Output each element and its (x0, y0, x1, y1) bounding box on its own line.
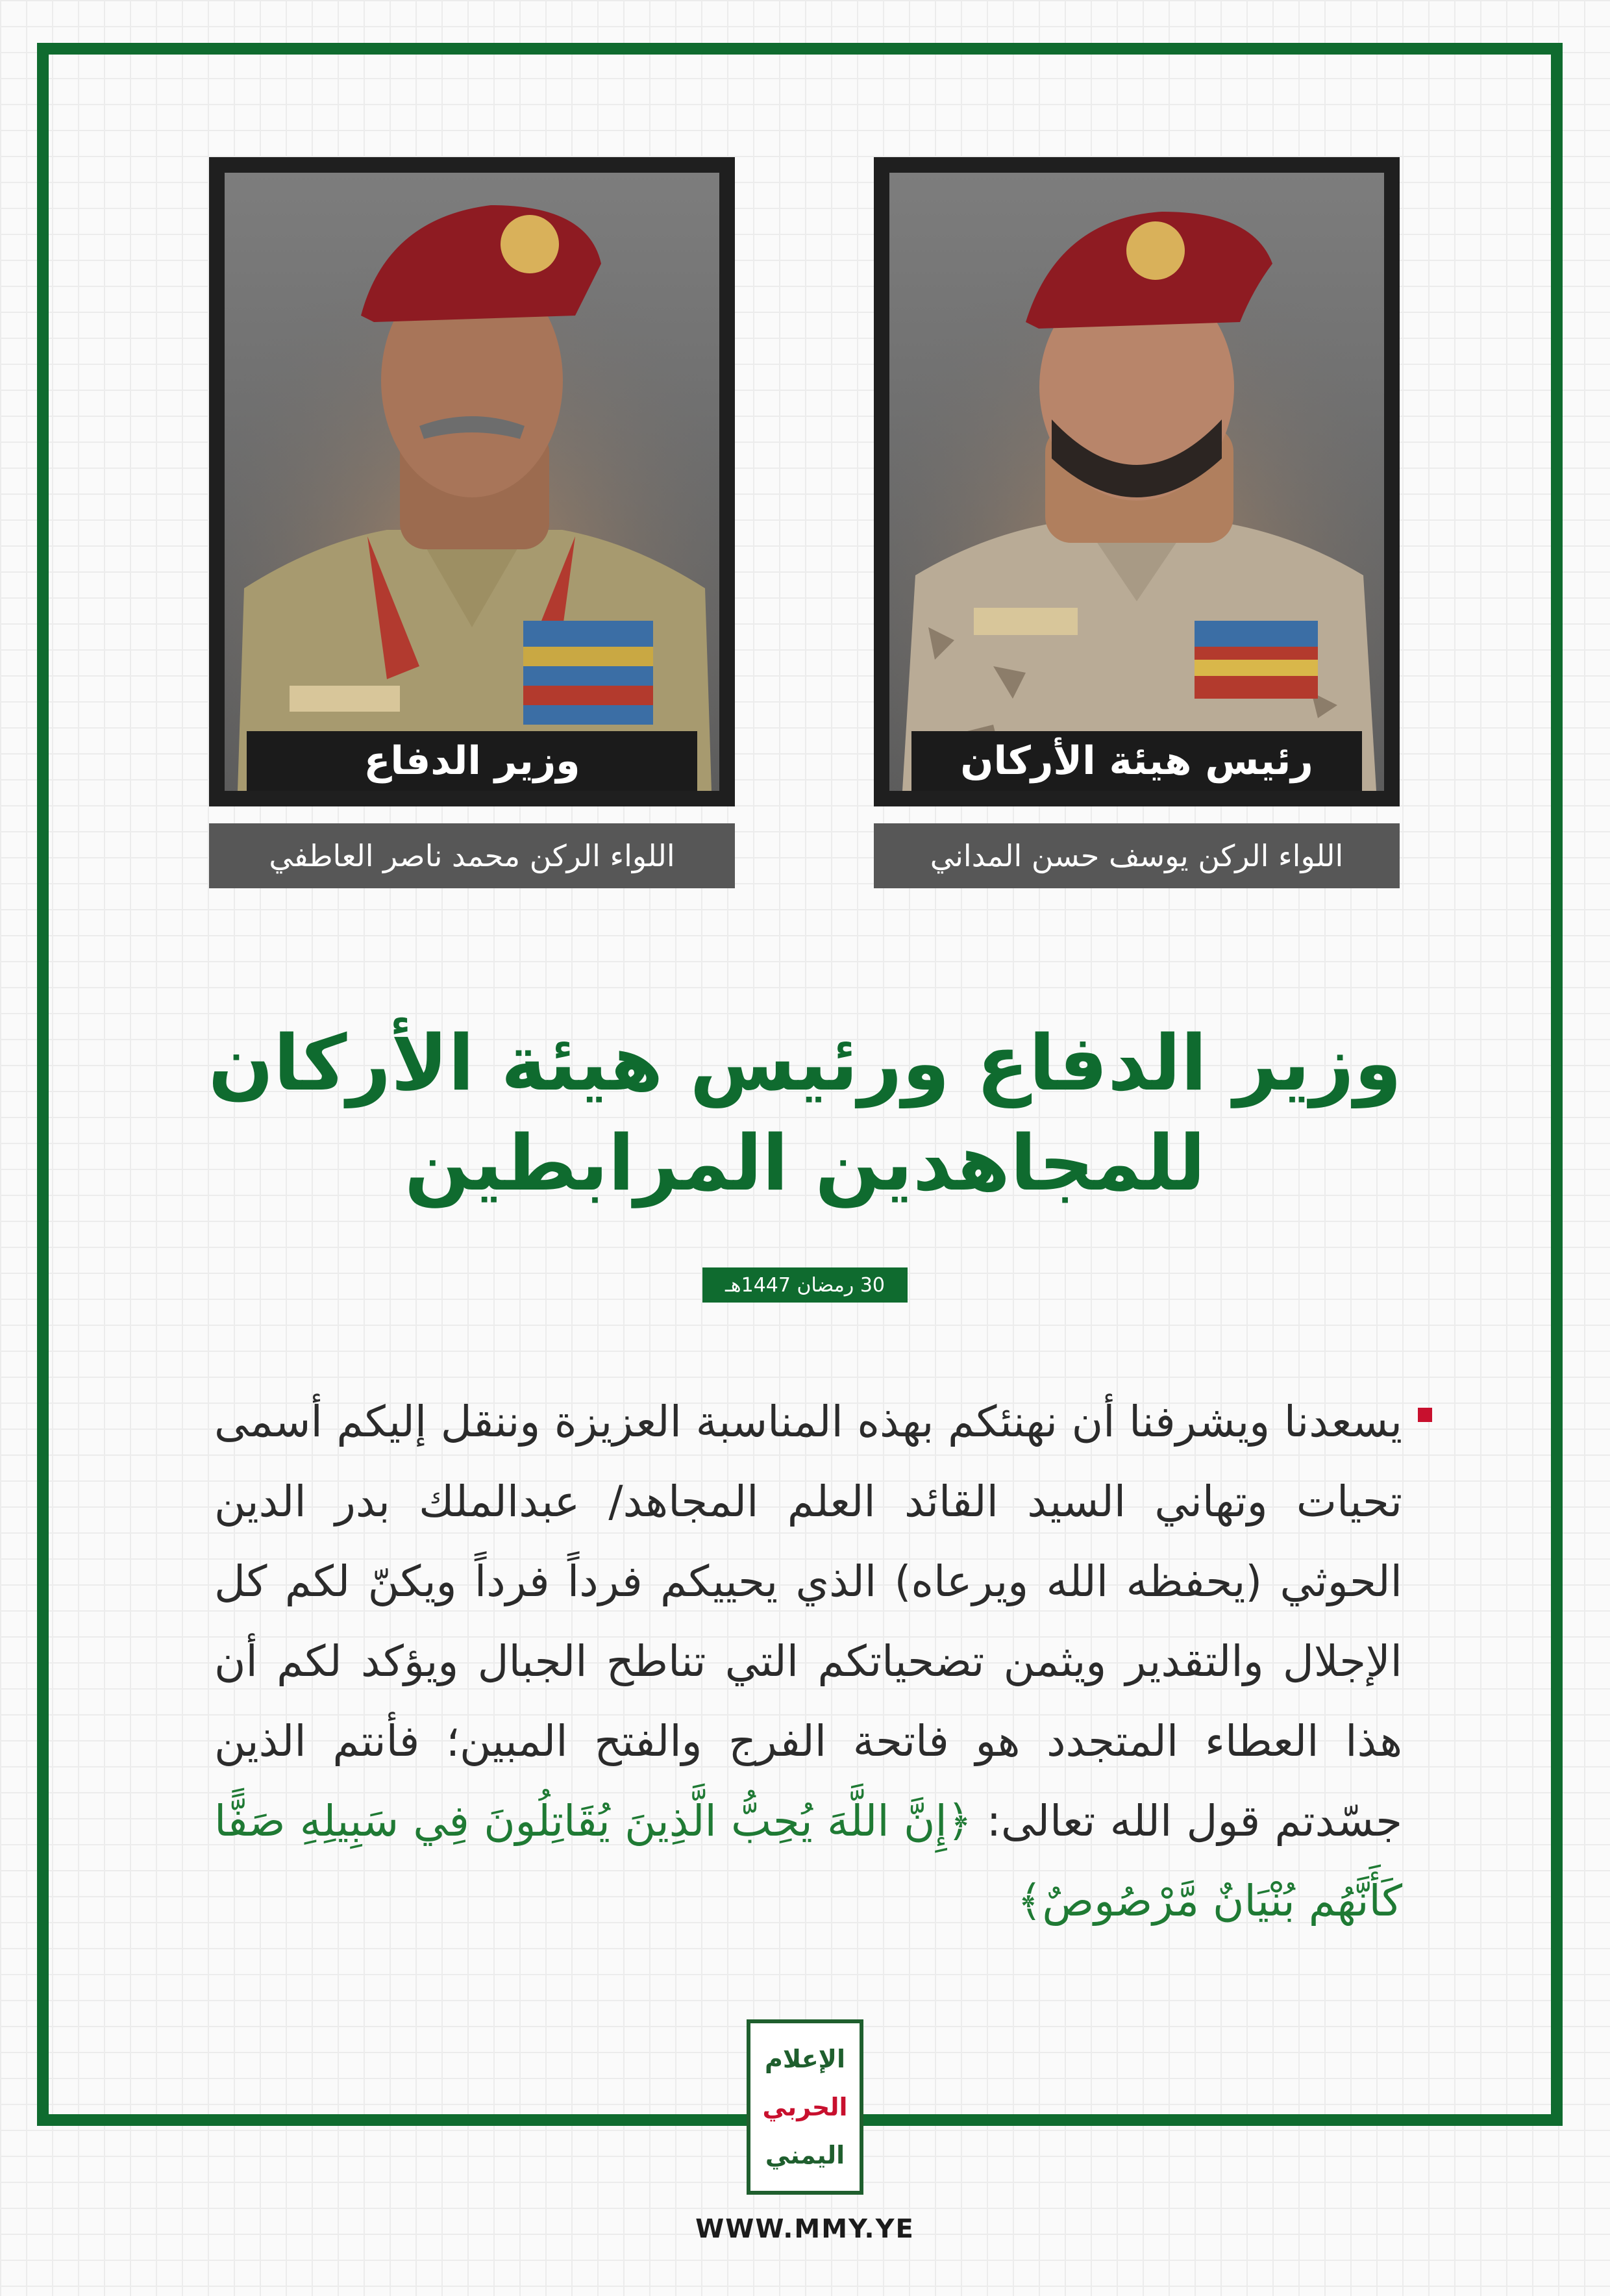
headline-line-2: للمجاهدين المرابطين (404, 1118, 1206, 1208)
defense-minister-photo-card (209, 157, 735, 806)
quran-quote: ﴿إِنَّ اللَّهَ يُحِبُّ الَّذِينَ يُقَاتِلُونَ فِي سَبِيلِهِ صَفًّا كَأَنَّهُم بُنْيَانٌ مَّرْصُوصٌ﴾ (214, 1796, 1402, 1926)
chief-of-staff-name: اللواء الركن يوسف حسن المداني (874, 823, 1400, 888)
defense-minister-title: وزير الدفاع (247, 731, 697, 791)
website-url: WWW.MMY.YE (695, 2214, 915, 2244)
headline-line-1: وزير الدفاع ورئيس هيئة الأركان (208, 1018, 1402, 1108)
chief-of-staff-title: رئيس هيئة الأركان (911, 731, 1362, 791)
defense-minister-portrait (225, 173, 719, 791)
defense-minister-name: اللواء الركن محمد ناصر العاطفي (209, 823, 735, 888)
bullet-icon (1418, 1408, 1432, 1422)
chief-of-staff-photo-card (874, 157, 1400, 806)
body-paragraph (214, 1382, 1402, 1941)
logo-line-3: اليمني (765, 2141, 845, 2169)
chief-of-staff-portrait (889, 173, 1384, 791)
defense-minister-photo (225, 173, 719, 791)
logo-line-2: الحربي (762, 2093, 848, 2121)
military-media-logo (747, 2019, 863, 2195)
body-text: يسعدنا ويشرفنا أن نهنئكم بهذه المناسبة العزيزة وننقل إليكم أسمى تحيات وتهاني السيد القائد العلم المجاهد/ عبدالملك بدر الدين الحوثي (يحفظه الله ويرعاه) الذي يحييكم فرداً فرداً ويكنّ لكم كل الإجلال والتقدير ويثمن تضحياتكم التي تناطح الجبال ويؤكد لكم أن هذا العطاء المتجدد هو فاتحة الفرج والفتح المبين؛ فأنتم الذين جسّدتم قول الله تعالى: (214, 1397, 1402, 1846)
date-tag: 30 رمضان 1447هـ (702, 1267, 908, 1303)
chief-of-staff-photo (889, 173, 1384, 791)
logo-line-1: الإعلام (765, 2045, 845, 2073)
